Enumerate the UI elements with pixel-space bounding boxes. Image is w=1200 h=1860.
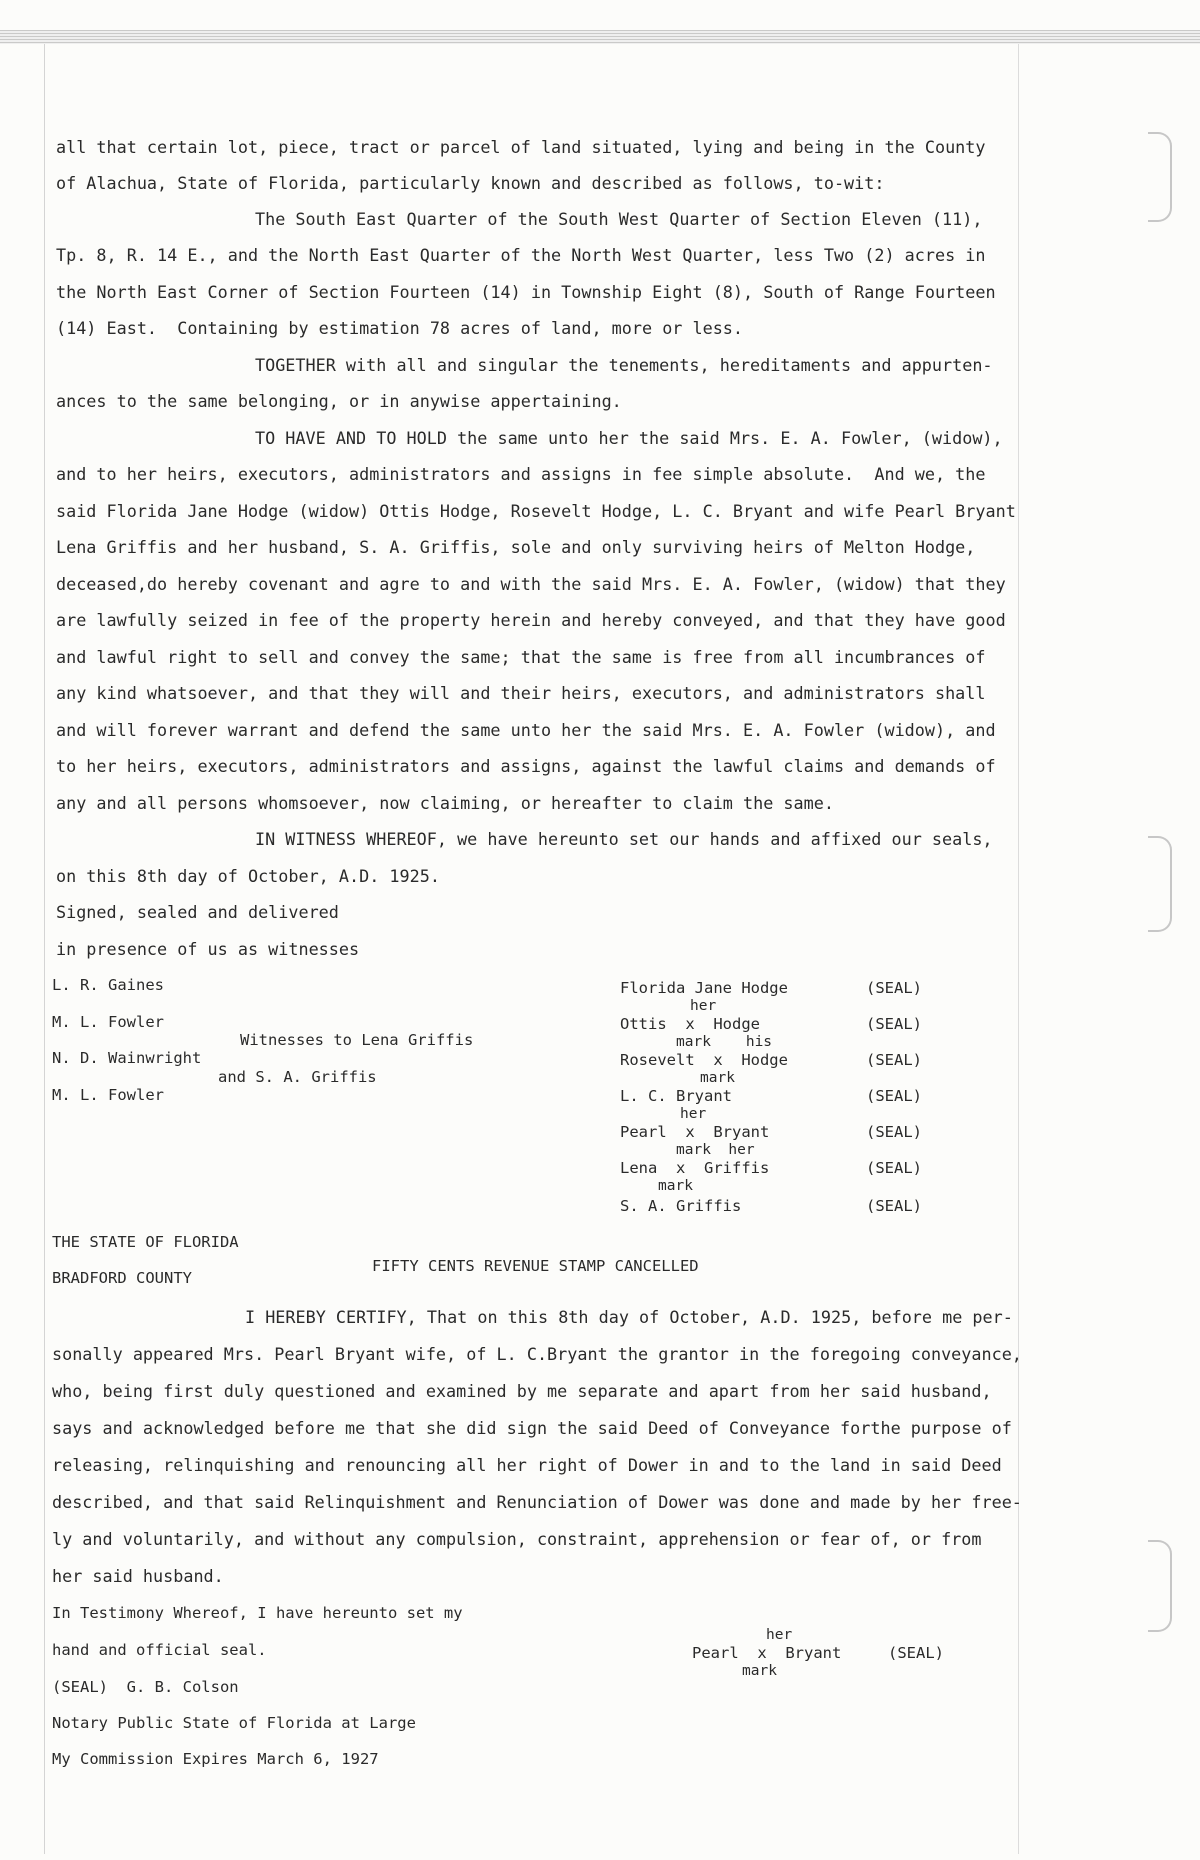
certificate-line: I HEREBY CERTIFY, That on this 8th day of October, A.D. 1925, before me per- <box>245 1307 1013 1327</box>
certificate-line: says and acknowledged before me that she did sign the said Deed of Conveyance forthe purpose of <box>52 1418 1012 1438</box>
signature-annotation: her <box>680 1106 707 1122</box>
signature-annotation: mark <box>658 1178 693 1194</box>
right-margin-rule <box>1018 44 1019 1854</box>
deed-line: of Alachua, State of Florida, particularly known and described as follows, to-wit: <box>56 173 885 193</box>
deed-line: deceased,do hereby covenant and agre to and with the said Mrs. E. A. Fowler, (widow) that they <box>56 574 1006 594</box>
deed-line: said Florida Jane Hodge (widow) Ottis Hodge, Rosevelt Hodge, L. C. Bryant and wife Pearl Bryant <box>56 501 1016 521</box>
left-margin-rule <box>44 44 45 1854</box>
deed-line: IN WITNESS WHEREOF, we have hereunto set our hands and affixed our seals, <box>255 829 993 849</box>
state-heading: THE STATE OF FLORIDA <box>52 1233 239 1251</box>
certificate-line: sonally appeared Mrs. Pearl Bryant wife, of L. C.Bryant the grantor in the foregoing conveyance, <box>52 1344 1022 1364</box>
signatory-name: Rosevelt x Hodge <box>620 1051 788 1069</box>
county-heading: BRADFORD COUNTY <box>52 1269 192 1287</box>
deed-line: the North East Corner of Section Fourteen (14) in Township Eight (8), South of Range Fourteen <box>56 282 996 302</box>
seal-label: (SEAL) <box>866 1123 922 1141</box>
top-border <box>0 30 1200 44</box>
certificate-line: ly and voluntarily, and without any compulsion, constraint, apprehension or fear of, or from <box>52 1529 982 1549</box>
notary-commission: My Commission Expires March 6, 1927 <box>52 1750 379 1768</box>
seal-label: (SEAL) <box>866 1159 922 1177</box>
signature-annotation: her <box>690 998 717 1014</box>
witness-name: N. D. Wainwright <box>52 1049 202 1067</box>
certificate-line: releasing, relinquishing and renouncing all her right of Dower in and to the land in said Deed <box>52 1455 1002 1475</box>
signatory-name: Lena x Griffis <box>620 1159 770 1177</box>
seal-label: (SEAL) <box>866 1087 922 1105</box>
seal-label: (SEAL) <box>866 1015 922 1033</box>
testimony-line: In Testimony Whereof, I have hereunto set my <box>52 1604 463 1622</box>
signatory-name: Ottis x Hodge <box>620 1015 760 1033</box>
signatory-name: Pearl x Bryant <box>620 1123 770 1141</box>
deed-line: Tp. 8, R. 14 E., and the North East Quarter of the North West Quarter, less Two (2) acres in <box>56 245 986 265</box>
witness-name: M. L. Fowler <box>52 1013 164 1031</box>
witness-name: M. L. Fowler <box>52 1086 164 1104</box>
deed-line: on this 8th day of October, A.D. 1925. <box>56 866 440 886</box>
signature-annotation: mark her <box>676 1142 755 1158</box>
deed-line: and to her heirs, executors, administrators and assigns in fee simple absolute. And we, the <box>56 464 986 484</box>
signatory-name: Pearl x Bryant <box>692 1644 842 1662</box>
seal-label: (SEAL) <box>866 979 922 997</box>
signature-annotation: her <box>766 1627 793 1643</box>
deed-line: TOGETHER with all and singular the tenements, hereditaments and appurten- <box>255 355 993 375</box>
deed-line: ances to the same belonging, or in anywise appertaining. <box>56 391 622 411</box>
signature-annotation: mark <box>700 1070 735 1086</box>
witness-name: L. R. Gaines <box>52 976 164 994</box>
notary-title: Notary Public State of Florida at Large <box>52 1714 416 1732</box>
deed-line: Lena Griffis and her husband, S. A. Griffis, sole and only surviving heirs of Melton Hodge, <box>56 537 976 557</box>
binding-hole-mark <box>1148 132 1172 222</box>
revenue-stamp-note: FIFTY CENTS REVENUE STAMP CANCELLED <box>372 1257 699 1275</box>
signature-annotation: mark his <box>676 1034 773 1050</box>
signature-annotation: mark <box>742 1663 777 1679</box>
deed-line: and will forever warrant and defend the same unto her the said Mrs. E. A. Fowler (widow), and <box>56 720 996 740</box>
deed-line: to her heirs, executors, administrators and assigns, against the lawful claims and demands of <box>56 756 996 776</box>
certificate-line: described, and that said Relinquishment and Renunciation of Dower was done and made by her free- <box>52 1492 1022 1512</box>
deed-line: in presence of us as witnesses <box>56 939 360 959</box>
seal-label: (SEAL) <box>888 1644 944 1662</box>
signatory-name: Florida Jane Hodge <box>620 979 788 997</box>
binding-hole-mark <box>1148 836 1172 932</box>
deed-line: Signed, sealed and delivered <box>56 902 339 922</box>
signatory-name: L. C. Bryant <box>620 1087 732 1105</box>
deed-line: TO HAVE AND TO HOLD the same unto her the said Mrs. E. A. Fowler, (widow), <box>255 428 1003 448</box>
deed-line: all that certain lot, piece, tract or parcel of land situated, lying and being in the County <box>56 137 986 157</box>
deed-line: any and all persons whomsoever, now claiming, or hereafter to claim the same. <box>56 793 834 813</box>
deed-line: are lawfully seized in fee of the property herein and hereby conveyed, and that they have good <box>56 610 1006 630</box>
deed-line: The South East Quarter of the South West Quarter of Section Eleven (11), <box>255 209 983 229</box>
deed-line: any kind whatsoever, and that they will and their heirs, executors, and administrators shall <box>56 683 986 703</box>
deed-line: and lawful right to sell and convey the same; that the same is free from all incumbrances of <box>56 647 986 667</box>
certificate-line: her said husband. <box>52 1566 224 1586</box>
witness-note: and S. A. Griffis <box>218 1068 377 1086</box>
certificate-line: who, being first duly questioned and examined by me separate and apart from her said husband, <box>52 1381 992 1401</box>
seal-label: (SEAL) <box>866 1197 922 1215</box>
notary-signature: (SEAL) G. B. Colson <box>52 1678 239 1696</box>
witness-note: Witnesses to Lena Griffis <box>240 1031 474 1049</box>
signatory-name: S. A. Griffis <box>620 1197 742 1215</box>
deed-line: (14) East. Containing by estimation 78 acres of land, more or less. <box>56 318 744 338</box>
seal-label: (SEAL) <box>866 1051 922 1069</box>
testimony-line: hand and official seal. <box>52 1641 267 1659</box>
binding-hole-mark <box>1148 1540 1172 1632</box>
